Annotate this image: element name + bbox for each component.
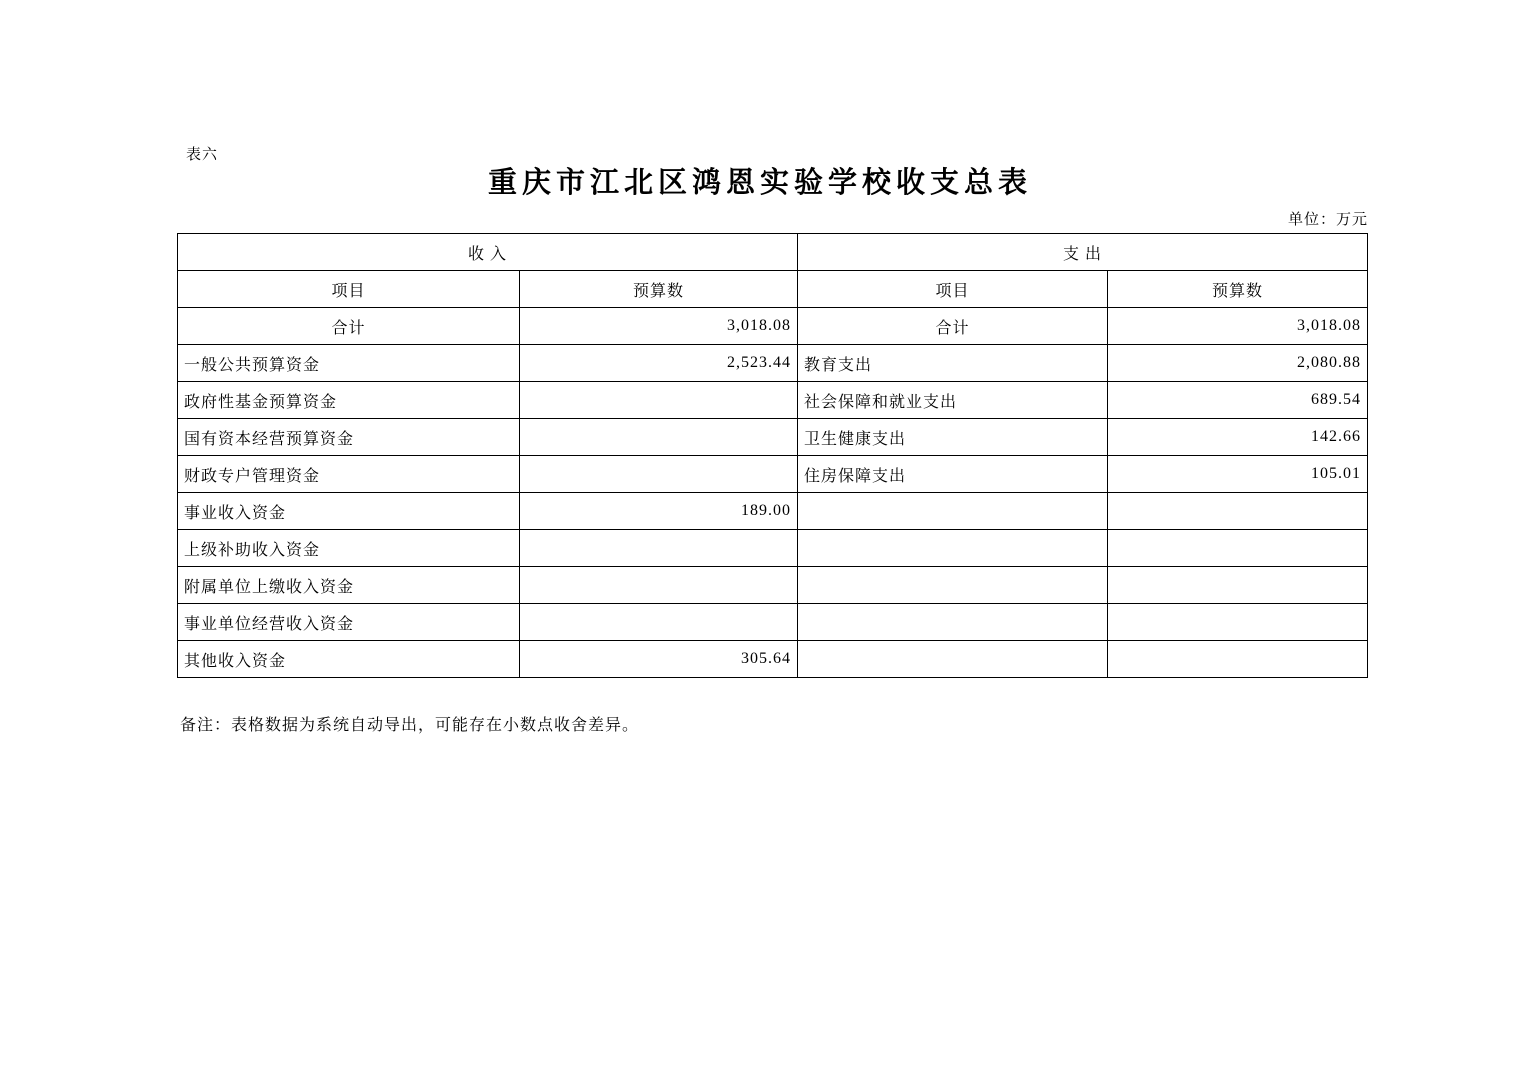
table-row bbox=[178, 382, 1368, 419]
budget-summary-table bbox=[177, 233, 1368, 678]
column-header-expenditure-item: 项目 bbox=[798, 271, 1108, 308]
table-group-header-row bbox=[178, 234, 1368, 271]
expenditure-item bbox=[798, 604, 1108, 641]
total-value-income: 3,018.08 bbox=[520, 308, 798, 345]
table-row bbox=[178, 604, 1368, 641]
income-item: 上级补助收入资金 bbox=[178, 530, 520, 567]
expenditure-item: 教育支出 bbox=[798, 345, 1108, 382]
table-row bbox=[178, 641, 1368, 678]
expenditure-item bbox=[798, 567, 1108, 604]
group-header-expenditure: 支 出 bbox=[798, 234, 1368, 271]
expenditure-value: 142.66 bbox=[1108, 419, 1368, 456]
expenditure-item: 住房保障支出 bbox=[798, 456, 1108, 493]
income-item: 国有资本经营预算资金 bbox=[178, 419, 520, 456]
table-total-row bbox=[178, 308, 1368, 345]
total-label-expenditure: 合计 bbox=[798, 308, 1108, 345]
column-header-expenditure-budget: 预算数 bbox=[1108, 271, 1368, 308]
expenditure-value bbox=[1108, 604, 1368, 641]
table-row bbox=[178, 419, 1368, 456]
income-item: 其他收入资金 bbox=[178, 641, 520, 678]
expenditure-item: 卫生健康支出 bbox=[798, 419, 1108, 456]
expenditure-value bbox=[1108, 641, 1368, 678]
income-value bbox=[520, 567, 798, 604]
income-value: 189.00 bbox=[520, 493, 798, 530]
income-value: 2,523.44 bbox=[520, 345, 798, 382]
unit-note: 单位：万元 bbox=[1287, 212, 1368, 228]
page-title: 重庆市江北区鸿恩实验学校收支总表 bbox=[487, 167, 1032, 199]
expenditure-value bbox=[1108, 493, 1368, 530]
table-row bbox=[178, 493, 1368, 530]
income-item: 政府性基金预算资金 bbox=[178, 382, 520, 419]
expenditure-value bbox=[1108, 530, 1368, 567]
income-value bbox=[520, 456, 798, 493]
income-item: 财政专户管理资金 bbox=[178, 456, 520, 493]
table-row bbox=[178, 567, 1368, 604]
table-number-label: 表六 bbox=[186, 147, 219, 163]
income-value bbox=[520, 530, 798, 567]
expenditure-item bbox=[798, 493, 1108, 530]
table-row bbox=[178, 530, 1368, 567]
column-header-income-item: 项目 bbox=[178, 271, 520, 308]
income-value: 305.64 bbox=[520, 641, 798, 678]
expenditure-item bbox=[798, 530, 1108, 567]
expenditure-value: 689.54 bbox=[1108, 382, 1368, 419]
expenditure-value bbox=[1108, 567, 1368, 604]
expenditure-value: 105.01 bbox=[1108, 456, 1368, 493]
total-label-income: 合计 bbox=[178, 308, 520, 345]
income-item: 一般公共预算资金 bbox=[178, 345, 520, 382]
income-value bbox=[520, 419, 798, 456]
income-value bbox=[520, 382, 798, 419]
group-header-income: 收 入 bbox=[178, 234, 798, 271]
table-row bbox=[178, 456, 1368, 493]
income-item: 事业收入资金 bbox=[178, 493, 520, 530]
expenditure-value: 2,080.88 bbox=[1108, 345, 1368, 382]
table-row bbox=[178, 345, 1368, 382]
expenditure-item bbox=[798, 641, 1108, 678]
total-value-expenditure: 3,018.08 bbox=[1108, 308, 1368, 345]
footer-note: 备注：表格数据为系统自动导出，可能存在小数点收舍差异。 bbox=[180, 717, 640, 734]
column-header-income-budget: 预算数 bbox=[520, 271, 798, 308]
income-item: 事业单位经营收入资金 bbox=[178, 604, 520, 641]
table-column-header-row bbox=[178, 271, 1368, 308]
expenditure-item: 社会保障和就业支出 bbox=[798, 382, 1108, 419]
income-value bbox=[520, 604, 798, 641]
income-item: 附属单位上缴收入资金 bbox=[178, 567, 520, 604]
